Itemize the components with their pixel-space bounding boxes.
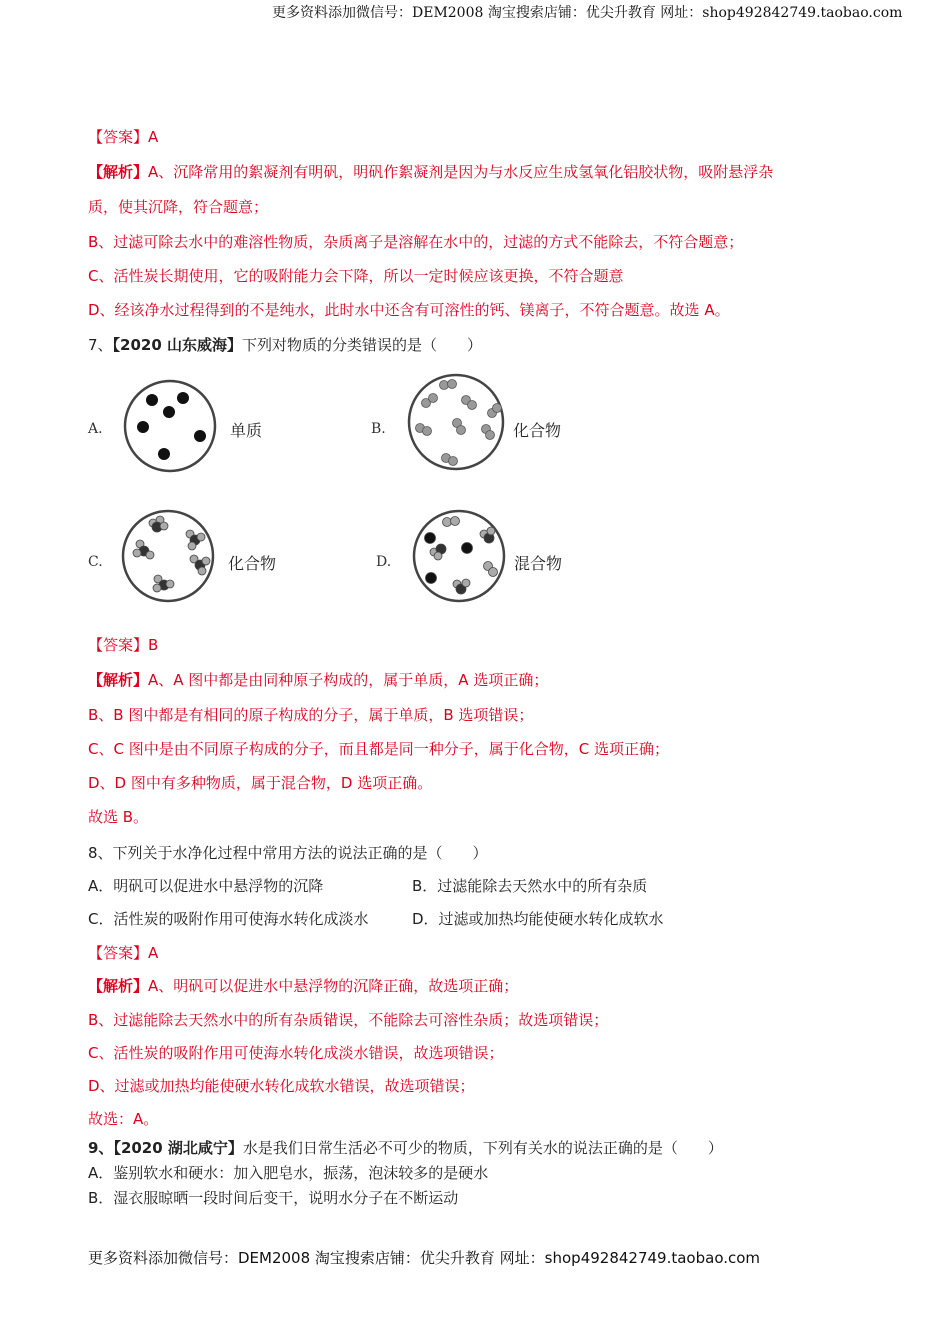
q9-stem: [88, 1138, 723, 1158]
q8-analysis-line-4: D、过滤或加热均能使硬水转化成软水错误，故选项错误；: [88, 1077, 475, 1095]
q8-analysis-line-2: B、过滤能除去天然水中的所有杂质错误，不能除去可溶性杂质；故选项错误；: [88, 1011, 609, 1029]
q7-option-d-letter: D.: [376, 554, 392, 570]
q7-conclusion: 故选 B。: [88, 808, 149, 826]
q8-analysis-line-1: [88, 976, 518, 996]
q8-analysis-text-1: A、明矾可以促进水中悬浮物的沉降正确，故选项正确；: [148, 977, 519, 995]
q8-option-a: A．明矾可以促进水中悬浮物的沉降: [88, 877, 324, 895]
q8-conclusion: 故选：A。: [88, 1110, 159, 1128]
q7-answer: 【答案】B: [88, 636, 159, 654]
q7-option-d-label: 混合物: [514, 554, 563, 573]
q6-analysis-line-3: C、活性炭长期使用，它的吸附能力会下降，所以一定时候应该更换，不符合题意: [88, 267, 624, 285]
q9-source: 【2020 湖北咸宁】: [113, 1139, 243, 1157]
q6-analysis-line-2: B、过滤可除去水中的难溶性物质，杂质离子是溶解在水中的，过滤的方式不能除去，不符合题意；: [88, 233, 744, 251]
q7-number: 7、: [88, 336, 113, 354]
q8-answer: 【答案】A: [88, 944, 159, 962]
q8-stem: 8、下列关于水净化过程中常用方法的说法正确的是（ ）: [88, 844, 488, 862]
q9-option-a: A．鉴别软水和硬水：加入肥皂水，振荡，泡沫较多的是硬水: [88, 1164, 489, 1182]
analysis-tag: 【解析】: [88, 163, 149, 181]
q7-option-a-letter: A.: [88, 421, 103, 437]
q7-option-b-letter: B.: [371, 421, 386, 437]
q7-stem: [88, 335, 482, 355]
page-header: 更多资料添加微信号：DEM2008 淘宝搜索店铺：优尖升教育 网址：shop492842749.taobao.com: [272, 5, 903, 21]
q6-analysis-line-4: D、经该净水过程得到的不是纯水，此时水中还含有可溶性的钙、镁离子，不符合题意。故选 A。: [88, 301, 730, 319]
q7-analysis-line-2: B、B 图中都是有相同的原子构成的分子，属于单质，B 选项错误；: [88, 706, 534, 724]
q6-analysis-line-1: [88, 162, 773, 182]
black-atoms-circle-icon: [122, 378, 218, 474]
diatomic-molecules-circle-icon: [406, 372, 506, 472]
q7-analysis-line-4: D、D 图中有多种物质，属于混合物，D 选项正确。: [88, 774, 433, 792]
q6-analysis-text-1: A、沉降常用的絮凝剂有明矾，明矾作絮凝剂是因为与水反应生成氢氧化铝胶状物，吸附悬浮杂: [148, 163, 774, 181]
q7-source: 【2020 山东威海】: [112, 336, 243, 354]
q8-option-c: C．活性炭的吸附作用可使海水转化成淡水: [88, 910, 369, 928]
q8-option-b: B．过滤能除去天然水中的所有杂质: [412, 877, 648, 895]
q7-option-c-letter: C.: [88, 554, 103, 570]
q7-stem-text: 下列对物质的分类错误的是（ ）: [242, 336, 483, 354]
compound-molecules-circle-icon: [120, 508, 216, 604]
q7-option-b-label: 化合物: [513, 421, 562, 440]
q9-number: 9、: [88, 1139, 114, 1157]
analysis-tag: 【解析】: [88, 671, 149, 689]
mixture-particles-circle-icon: [411, 508, 507, 604]
q7-option-a-label: 单质: [230, 421, 263, 440]
q6-answer: 【答案】A: [88, 128, 159, 146]
q7-analysis-line-3: C、C 图中是由不同原子构成的分子，而且都是同一种分子，属于化合物，C 选项正确；: [88, 740, 669, 758]
q8-option-d: D．过滤或加热均能使硬水转化成软水: [412, 910, 664, 928]
q7-analysis-text-1: A、A 图中都是由同种原子构成的，属于单质，A 选项正确；: [148, 671, 549, 689]
analysis-tag: 【解析】: [88, 977, 149, 995]
q9-option-b: B．湿衣服晾晒一段时间后变干，说明水分子在不断运动: [88, 1189, 459, 1207]
page-footer: 更多资料添加微信号：DEM2008 淘宝搜索店铺：优尖升教育 网址：shop492842749.taobao.com: [88, 1249, 761, 1267]
q7-analysis-line-1: [88, 670, 548, 690]
q8-analysis-line-3: C、活性炭的吸附作用可使海水转化成淡水错误，故选项错误；: [88, 1044, 504, 1062]
q6-analysis-line-1b: 质，使其沉降，符合题意；: [88, 198, 269, 216]
q9-stem-text: 水是我们日常生活必不可少的物质，下列有关水的说法正确的是（ ）: [242, 1139, 723, 1157]
q7-option-c-label: 化合物: [228, 554, 277, 573]
